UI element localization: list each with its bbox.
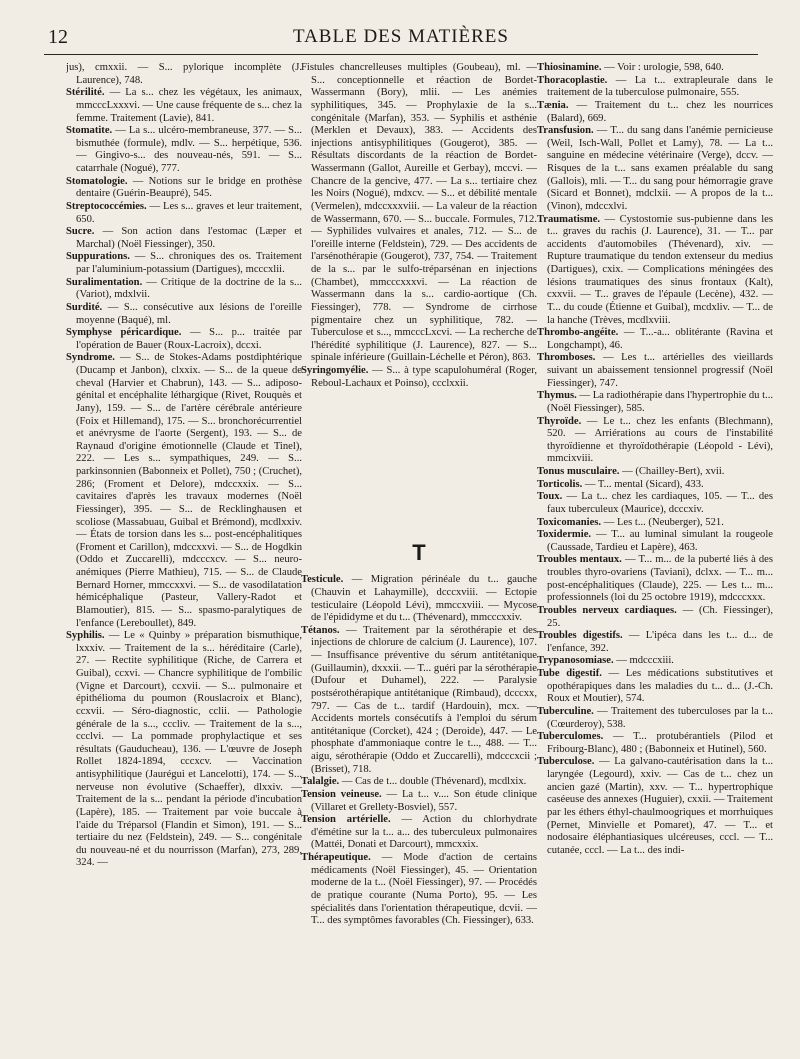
index-text: — Cystostomie sus-pubienne dans les t... graves du rachis (J. Laurence), 31. — T... par accidents d'automobiles (Thévenard), xiv. — Rupture traumatique du tendon extenseur du medius (Dartigues), cxix. — Complications méningées des lésions traumatiques des sinus frontaux (Kalt), cxxvii. — T... graves de l'épaule (Lecène), 432. — T... du coude (Étienne et Guibal), mcdxliv. — T... de la hanche (Trèves, mcdlxviii. [547, 213, 773, 326]
index-term: Syphilis. [66, 630, 105, 642]
index-entry [537, 327, 773, 352]
index-text: — Traitement des tuberculoses par la t... (Cœurderoy), 538. [547, 705, 773, 730]
index-text: — S... p... traitée par l'opération de Bauer (Roux-Lacroix), dccxi. [76, 327, 302, 351]
index-term: Troubles mentaux. [537, 554, 622, 566]
index-text: — Les t... artérielles des vieillards suivant un abaissement tensionnel progressif (Noël Fiessinger), 747. [547, 352, 773, 389]
index-entry [301, 574, 537, 625]
index-entry [301, 776, 537, 789]
index-text: — (Ch. Fiessinger), 25. [547, 604, 773, 629]
index-entry [537, 630, 773, 655]
index-entry [537, 731, 773, 756]
index-text: — S... chroniques des os. Traitement par l'aluminium-potassium (Dartigues), mcccxlii. [76, 251, 302, 275]
index-term: Torticolis. [537, 478, 583, 490]
index-entry [537, 706, 773, 731]
index-term: Stérilité. [66, 87, 105, 99]
index-entry [66, 226, 302, 251]
index-text: — Critique de la doctrine de la s... (Variot), mdxlvii. [76, 276, 302, 301]
index-entry [537, 352, 773, 390]
index-entry [301, 625, 537, 777]
section-letter: T [412, 540, 426, 566]
index-entry [537, 605, 773, 630]
index-term: Toux. [537, 491, 563, 503]
index-entry [537, 479, 773, 492]
index-entry [66, 302, 302, 327]
index-text: — Son action dans l'estomac (Læper et Marchal) (Noël Fiessinger), 350. [76, 226, 302, 250]
index-term: Traumatisme. [537, 213, 601, 225]
index-term: Tension veineuse. [301, 788, 382, 800]
index-term: Troubles nerveux cardiaques. [537, 604, 677, 616]
index-term: Syndrome. [66, 352, 115, 364]
index-term: Syringomyélie. [301, 365, 369, 376]
index-entry [66, 62, 302, 87]
index-term: Stomatite. [66, 125, 113, 137]
index-term: Thyroïde. [537, 415, 582, 427]
index-text: — La t... extrapleurale dans le traitement de la tuberculose pulmonaire, 555. [547, 74, 773, 99]
index-entry [301, 852, 537, 928]
index-entry [537, 214, 773, 328]
index-term: Thérapeutique. [301, 852, 371, 863]
index-text: — Le « Quinby » préparation bismuthique, lxxxiv. — Traitement de la s... héréditaire (Carle), 27. — Rectite syphilitique (Riche, de Carrera et Guibal), ccxvi. — Chancre syphilitique de l'ombilic (Vigne et Darcourt), ccxvii. — S... pulmonaire et épithélioma du poumon (Rouslacroix et Blanc), ccxvii. — Séro-diagnostic, cclii. — Pathologie générale de la s..., cccliv. — Traitement de la s..., ccclvi. — La pommade prophylactique et ses résultats (Gauducheau), 136. — L'œuvre de Joseph Rollet 1824-1894, cccxcv. — Vaccination antisyphilitique (Jaurégui et Lancelotti), 174. — S... nerveuse non évolutive (Schaeffer), dlxxiv. — Traitement de la s... pendant la période d'incubation (Lapère), 185. — Traitement par voie buccale à l'aide du Tréparsol (Flandin et Simon), 191. — S... tertiaire du nez (Feldstein), 249. — S... congénitale du nouveau-né et du nourrisson (Marfan), 273, 289, 324. — [76, 630, 302, 869]
index-text: — Action du chlorhydrate d'émétine sur la t... a... des tuberculeux pulmonaires (Mattéi, Donati et Darcourt), mmcxxix. [311, 814, 537, 851]
index-term: Streptococcémies. [66, 200, 147, 212]
index-entry [537, 554, 773, 605]
index-text: — S... consécutive aux lésions de l'oreille moyenne (Baqué), ml. [76, 301, 302, 326]
index-entry [66, 251, 302, 276]
index-entry [301, 814, 537, 852]
index-entry [301, 62, 537, 365]
index-term: Thrombo-angéite. [537, 327, 619, 339]
index-entry [537, 529, 773, 554]
index-text: — Les médications substitutives et opothérapiques dans les maladies du t... d... (J.-Ch. Roux et Moutier), 574. [547, 668, 773, 705]
index-entry [537, 466, 773, 479]
index-term: Suppurations. [66, 251, 130, 263]
index-text: — La t... v.... Son étude clinique (Villaret et Grellety-Bosviel), 557. [311, 788, 537, 813]
index-text: — Notions sur le bridge en prothèse dentaire (Guérin-Beaupré), 545. [76, 175, 302, 200]
index-term: Tuberculose. [537, 756, 595, 768]
index-term: Troubles digestifs. [537, 630, 623, 642]
index-entry [537, 100, 773, 125]
index-entry [66, 201, 302, 226]
index-text: — Mode d'action de certains médicaments (Noël Fiessinger), 45. — Orientation moderne de la t... (Noël Fiessinger), 97. — Procédés de pratique courante (Numa Porto), 95. — Les spécialités dans l'orientation thérapeutique, dcvii. — T... des symptômes favorables (Ch. Fiessinger), 633. [311, 852, 537, 927]
index-text: — La galvano-cautérisation dans la t... laryngée (Legourd), xxiv. — Cas de t... chez un ancien gazé (Martin), xxv. — T... hypertrophique caséeuse des annexes (Huguier), cxxii. — Traitement par les éthers éthyl-chaulmoogriques et morrhuiques (Pernet, Minvielle et Pomaret), 47. — T... et nodosaire éléphantiasiques ulcéreuses, cccl. — T... cutanée, cccl. — La t... des indi- [547, 756, 773, 856]
index-text: — La radiothérapie dans l'hypertrophie du t... (Noël Fiessinger), 585. [547, 390, 773, 414]
index-term: Thymus. [537, 390, 577, 402]
index-text: — Traitement du t... chez les nourrices (Balard), 669. [547, 99, 773, 124]
index-entry [537, 491, 773, 516]
index-term: Tétanos. [301, 624, 340, 636]
index-text: — Les s... graves et leur traitement, 650. [76, 200, 302, 225]
index-text: — La t... chez les cardiaques, 105. — T... des faux tuberculeux (Maurice), dcccxiv. [547, 491, 773, 515]
index-entry [66, 327, 302, 352]
index-term: Thromboses. [537, 352, 596, 364]
index-term: Transfusion. [537, 125, 594, 137]
index-entry [66, 125, 302, 176]
index-term: Tuberculine. [537, 705, 594, 717]
index-term: Tuberculomes. [537, 731, 604, 743]
index-text: jus), cmxxii. — S... pylorique incomplète (J. Laurence), 748. [66, 62, 302, 86]
index-term: Trypanosomiase. [537, 655, 614, 667]
index-term: Sucre. [66, 226, 95, 238]
index-text: — T...-a... oblitérante (Ravina et Longchampt), 46. [547, 327, 773, 351]
index-term: Tonus musculaire. [537, 466, 620, 477]
index-entry [66, 630, 302, 870]
index-column-1 [66, 62, 302, 1052]
index-text: — Les t... (Neuberger), 521. [601, 516, 724, 528]
index-text: — T... protubérantiels (Pilod et Fribourg-Blanc), 480 ; (Babonneix et Hutinel), 560. [547, 731, 773, 755]
index-text: — T... mental (Sicard), 433. [582, 478, 704, 490]
index-text: — S... de Stokes-Adams postdiphtérique (Ducamp et Janbon), clxxix. — S... de la queue de cheval (Harvier et Chabrun), 143. — S... adiposo-génital et encéphalite léthargique (Rivet, Rouquès et Jany), 159. — S... de l'artère cérébrale antérieure (Foix et Hillemand), 175. — S... bronchorécurrentiel et anévrysme de l'aorte (Sergent), 193. — S... de Raynaud d'origine émotionnelle (Claude et Tinel), 222. — Les s... sympathiques, 249. — S... parkinsonnien (Babonneix et Pollet), 750 ; (Cruchet), 286; (Froment et Delore), mdccxxix. — S... cavitaires d'après les travaux modernes (Noël Fiessinger), 395. — S... de Recklinghausen et scoliose (Massabuau, Guibal et Brémond), mcdlxxiv. — États de torsion dans les s... post-encéphalitiques (Froment et Carillon), mdccxxvi. — S... de Hogdkin (Oddo et Zuccarelli), mdcccxcv. — S... neuro-anémiques (Pierre Mathieu), 715. — S... de Claude Bernard Horner, mmccxxvi. — S... de vasodilatation hémicéphalique (Pasteur, Vallery-Radot et Blamoutier), 815. — S... spasmo-paralytiques de l'enfance (Lereboullet), 849. [76, 352, 302, 629]
index-entry [537, 390, 773, 415]
index-term: Tube digestif. [537, 668, 602, 679]
index-text: — Cas de t... double (Thévenard), mcdlxix. [339, 776, 527, 788]
running-title: TABLE DES MATIÈRES [293, 26, 509, 47]
index-entry [537, 668, 773, 706]
index-text: — Migration périnéale du t... gauche (Chauvin et Lahaymille), dcccxviii. — Ectopie testiculaire (Léopold Lévi), mmccxviii. — Mycose de l'épididyme et du t... (Thévenard), mmcccxxiv. [311, 574, 537, 624]
index-entry [537, 416, 773, 467]
index-term: Talalgie. [301, 776, 340, 788]
index-entry [537, 756, 773, 857]
index-term: Testicule. [301, 574, 344, 586]
index-text: — Traitement par la sérothérapie et des injections de chlorure de calcium (J. Laurence), 107. — Insuffisance préventive du sérum antitétanique (Guillaumin), dxxxii. — T... guéri par la sérothérapie (Dufour et Duhamel), 222. — Paralysie postsérothérapique antitétanique (Rimbaud), dcccxx, 797. — Cas de t... tardif (Hardouin), mcx. — Accidents mortels consécutifs à l'emploi du sérum antitétanique (Corcket), 424 ; (Deroide), 447. — Le phosphate d'ammoniaque contre le t..., 488. — T... aigu, sérothérapie (Oddo et Zuccarelli), mdcccxcii ; (Brisset), 718. [311, 624, 537, 775]
index-entry [66, 277, 302, 302]
index-text: — T... m... de la puberté liés à des troubles thyro-ovariens (Taviani), dclxx. — T... m... post-encéphalitiques (Claude), 225. — Les t... m... professionnels (loi du 25 octobre 1919), mdcccxxx. [547, 554, 773, 604]
index-text: — La s... ulcéro-membraneuse, 377. — S... bismuthée (formule), mdlv. — S... herpétique, 536. — Gingivo-s... des nouveau-nés, 591. — S... catarrhale (Nogué), 777. [76, 125, 302, 174]
index-entry [537, 655, 773, 668]
index-text: — (Chailley-Bert), xvii. [619, 466, 725, 477]
index-entry [66, 352, 302, 630]
index-term: Thiosinamine. [537, 62, 602, 73]
index-text: — mdcccxiii. [613, 655, 674, 667]
index-entry [301, 365, 537, 390]
index-term: Tension artérielle. [301, 814, 391, 826]
index-entry [537, 62, 773, 75]
index-term: Suralimentation. [66, 276, 143, 288]
index-term: Surdité. [66, 301, 103, 313]
index-entry [66, 176, 302, 201]
index-text: — L'ipéca dans les t... d... de l'enfance, 392. [547, 630, 773, 654]
index-text: — T... du sang dans l'anémie pernicieuse (Weil, Isch-Wall, Pollet et Lamy), 78. — La t... sanguine en médecine vétérinaire (Verge), dccv. — Risques de la t... sans examen préalable du sang (Gallois), mli. — T... du sang pour hémorragie grave (Sicard et Bonnet), mdclxii. — A propos de la t... (Vinon), mdccxlvi. [547, 125, 773, 212]
index-text: — S... à type scapulohuméral (Roger, Reboul-Lachaux et Poinso), ccclxxii. [311, 365, 537, 389]
index-term: Stomatologie. [66, 175, 128, 187]
index-column-2 [301, 62, 537, 1052]
index-text: Fistules chancrelleuses multiples (Goubeau), ml. — S... conceptionnelle et réaction de Bordet-Wassermann (Bory), mlii. — Les anémies syphilitiques, 345. — Prophylaxie de la s... congénitale (Marfan), 353. — Syphilis et asthénie (Merklen et Devaux), 383. — Accidents des injections antisyphilitiques (Gougerot), 385. — Résultats discordants de la réaction de Bordet-Wassermann (Gallot, Aureille et Gerbay), mccvi. — Chancre de la gencive, 477. — La s... tertiaire chez les Noirs (Nogué), mdxcv. — S... et débilité mentale (Vermelen), mdccxxxviii. — La valeur de la réaction de Wassermann, 670. — S... buccale. Formules, 712. — Syphilides vulvaires et anales, 712. — S... de l'oreille interne (Feldstein), 729. — Des accidents de l'arsénothérapie (Gougerot), 737, 754. — Traitement de la s... par le sulfo-tréparsénan en injections (Chambet), mmcccxxxvi. — La réaction de Wassermann dans la s... cardio-aortique (Ch. Fiessinger), 778. — Syndrome de cirrhose pigmentaire chez un syphilitique, 782. — Tuberculose et s..., mmcccLxcvi. — La recherche de l'hérédité syphilitique (J. Laurence), 827. — S... spinale inférieure (Guillain-Léchelle et Péron), 863. [301, 62, 537, 364]
index-column-3 [537, 62, 773, 1052]
index-entry [537, 517, 773, 530]
index-text: — Voir : urologie, 598, 640. [601, 62, 724, 73]
index-text: — T... au luminal simulant la rougeole (Caussade, Tardieu et Lapère), 463. [547, 529, 773, 553]
index-text: — Le t... chez les enfants (Blechmann), 520. — Arriérations au cours de l'instabilité thyroïdienne et thyroïdothérapie (Léopold - Lévi), mmcixviii. [547, 415, 773, 465]
index-entry [301, 789, 537, 814]
index-text: — La s... chez les végétaux, les animaux, mmcccLxxxvi. — Une cause fréquente de s... chez la femme. Traitement (Lavie), 841. [76, 87, 302, 124]
index-entry [66, 87, 302, 125]
index-entry [537, 125, 773, 213]
running-header [44, 24, 758, 55]
index-entry [537, 75, 773, 100]
page-number: 12 [48, 26, 68, 48]
index-term: Symphyse péricardique. [66, 327, 182, 339]
index-term: Toxidermie. [537, 529, 592, 541]
index-term: Toxicomanies. [537, 516, 602, 528]
index-term: Thoracoplastie. [537, 74, 608, 86]
index-term: Tænia. [537, 99, 569, 111]
